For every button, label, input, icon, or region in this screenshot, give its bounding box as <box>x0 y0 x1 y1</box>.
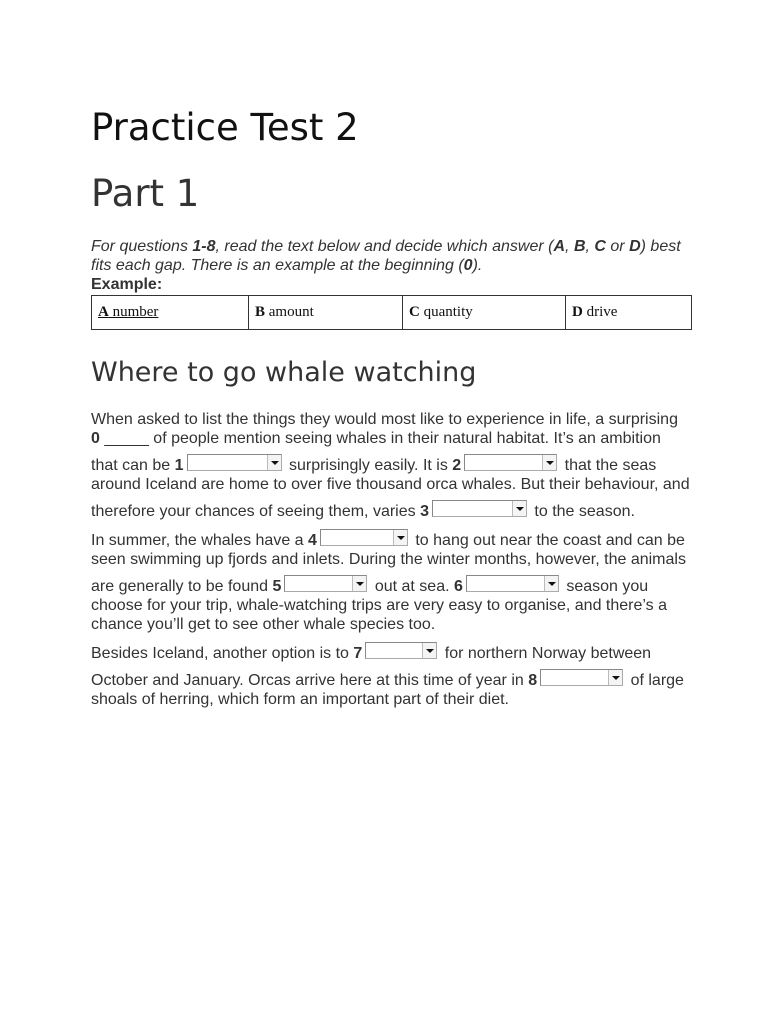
instructions-text: , read the text below and decide which answer ( <box>215 238 554 255</box>
chevron-down-icon <box>267 455 281 470</box>
example-option-a <box>92 296 249 330</box>
example-table <box>91 295 692 330</box>
chevron-down-icon <box>393 530 407 545</box>
chevron-down-icon <box>542 455 556 470</box>
separator: , <box>585 238 595 255</box>
example-option-d <box>566 296 692 330</box>
text-run: to hang out near the coast and can be seen swimming up fjords and inlets. During the winter months, however, the animals are generally to be found <box>91 532 686 595</box>
separator: , <box>565 238 574 255</box>
gap-number-1: 1 <box>174 457 184 474</box>
chevron-down-icon <box>608 670 622 685</box>
option-text: drive <box>582 304 618 320</box>
text-run: In summer, the whales have a <box>91 532 308 549</box>
gap-2-select[interactable] <box>464 454 557 471</box>
instructions <box>91 237 691 275</box>
gap-1-select[interactable] <box>187 454 282 471</box>
text-run: that the seas around Iceland are home to over five thousand orca whales. But their behaviour, and therefore your chances of seeing them, varies <box>91 457 690 520</box>
option-text: number <box>108 304 159 320</box>
article-heading: Where to go whale watching <box>91 357 477 388</box>
gap-8-select[interactable] <box>540 669 623 686</box>
chevron-down-icon <box>352 576 366 591</box>
page-title: Practice Test 2 <box>91 106 359 149</box>
text-run: _____ of people mention seeing whales in their natural habitat. It’s an ambition that can be <box>91 430 661 474</box>
text-run: to the season. <box>529 503 635 520</box>
gap-number-7: 7 <box>353 645 363 662</box>
text-run: surprisingly easily. It is <box>284 457 453 474</box>
chevron-down-icon <box>422 643 436 658</box>
paragraph-3 <box>91 636 691 709</box>
option-letter: B <box>255 304 266 320</box>
paragraph-1 <box>91 410 691 521</box>
option-text: amount <box>265 304 314 320</box>
example-row <box>92 296 692 330</box>
gap-6-select[interactable] <box>466 575 559 592</box>
example-option-b <box>249 296 403 330</box>
option-letter-d: D <box>629 238 641 255</box>
gap-number-2: 2 <box>452 457 462 474</box>
gap-number-3: 3 <box>420 503 429 520</box>
gap-5-select[interactable] <box>284 575 367 592</box>
text-run: for northern Norway between October and January. Orcas arrive here at this time of year in <box>91 645 652 689</box>
part-title: Part 1 <box>91 172 200 215</box>
gap-4-select[interactable] <box>320 529 408 546</box>
article-text <box>91 410 691 711</box>
chevron-down-icon <box>544 576 558 591</box>
instructions-text: ). <box>472 257 483 274</box>
chevron-down-icon <box>512 501 526 516</box>
option-text: quantity <box>419 304 473 320</box>
option-letter: C <box>409 304 420 320</box>
example-number: 0 <box>463 257 473 274</box>
example-option-c <box>403 296 566 330</box>
option-letter-c: C <box>594 238 606 255</box>
option-letter: D <box>572 304 583 320</box>
text-run: out at sea. <box>370 578 454 595</box>
gap-number-0: 0 <box>91 430 100 447</box>
gap-number-4: 4 <box>308 532 317 549</box>
gap-number-8: 8 <box>528 672 538 689</box>
text-run: of large shoals of herring, which form an important part of their diet. <box>91 672 684 708</box>
gap-number-5: 5 <box>272 578 282 595</box>
instructions-text: For questions <box>91 238 193 255</box>
gap-number-6: 6 <box>453 578 463 595</box>
option-letter-b: B <box>573 238 586 255</box>
text-run: When asked to list the things they would most like to experience in life, a surprising <box>91 411 678 428</box>
instructions-text: ) best fits each gap. There is an example at the beginning ( <box>91 238 681 274</box>
option-letter: A <box>98 304 109 320</box>
gap-7-select[interactable] <box>365 642 437 659</box>
paragraph-2 <box>91 523 691 634</box>
gap-3-select[interactable] <box>432 500 527 517</box>
text-run: season you choose for your trip, whale-watching trips are very easy to organise, and there’s a chance you’ll get to see other whale species too. <box>91 578 667 633</box>
text-run: Besides Iceland, another option is to <box>91 645 354 662</box>
option-letter-a: A <box>553 238 566 255</box>
example-label: Example: <box>91 276 163 293</box>
separator: or <box>605 238 630 255</box>
question-range: 1-8 <box>192 238 216 255</box>
